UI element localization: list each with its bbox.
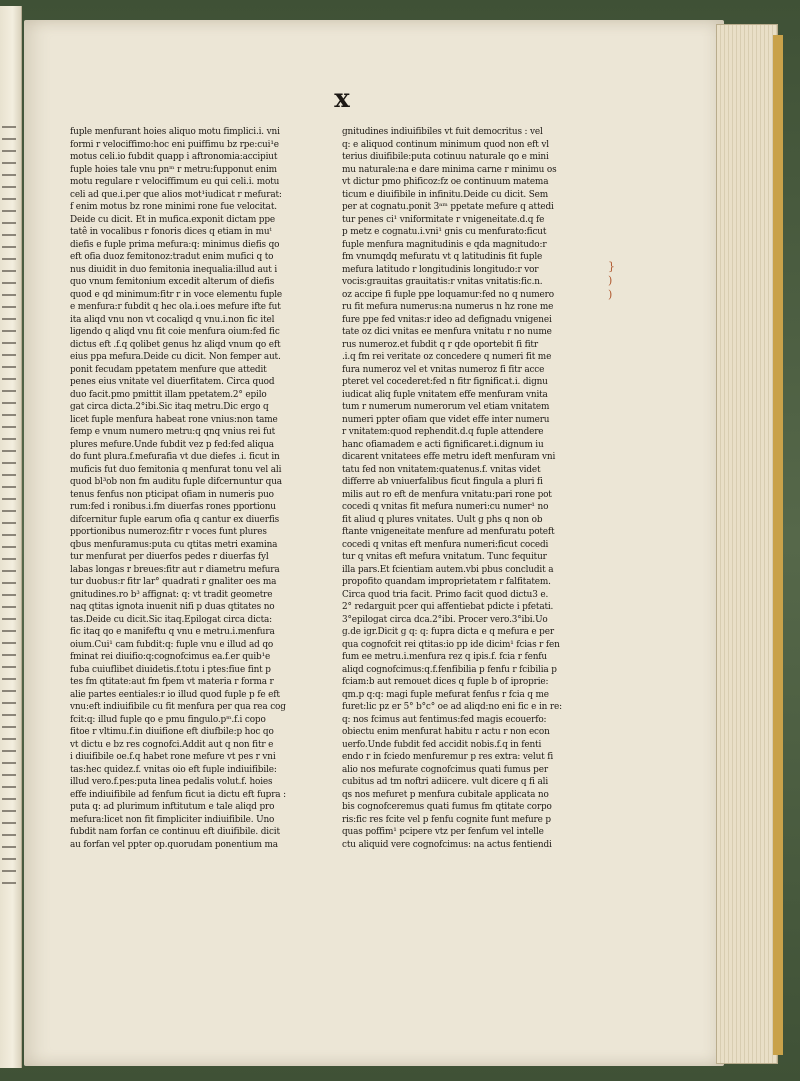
text-line: tate oz dici vnitas ee menfura vnitatu r no nume (342, 327, 552, 337)
gilt-edge (773, 35, 783, 1055)
text-line: fm vnumqdq mefuratu vt q latitudinis fit fuple (342, 252, 543, 262)
text-line: tur duobus:r fitr lar° quadrati r gnaliter oes ma (70, 577, 277, 587)
text-line: cocedi q vnitas eft menfura numeri:ficut cocedi (342, 539, 549, 550)
text-line: tatu fed non vnitatem:quatenus.f. vnitas videt (342, 464, 541, 475)
text-line: tum r numerum numerorum vel etiam vnitatem (342, 402, 550, 412)
text-line: milis aut ro eft de menfura vnitatu:pari rone pot (342, 489, 552, 500)
text-line: eius ppa mefura.Deide cu dicit. Non femper aut. (70, 352, 281, 362)
text-line: fciam:b aut remouet dices q fuple b of iproprie: (342, 677, 549, 687)
text-line: quas poffim¹ pcipere vtz per fenfum vel intelle (342, 827, 544, 837)
text-line: obiectu enim menfurat habitu r actu r non econ (342, 727, 550, 737)
text-line: nus diuidit in duo femitonia inequalia:illud aut i (70, 264, 278, 275)
text-line: ftante vnigeneitate menfure ad menfuratu poteft (342, 527, 555, 537)
text-line: qs nos mefuret p menfura cubitale applicata no (342, 789, 549, 800)
text-line: illud vero.f.pes:puta linea pedalis volut.f. hoies (70, 777, 273, 787)
text-line: duo facit.pmo pmittit illam ppetatem.2° epilo (70, 389, 267, 400)
text-line: tas.Deide cu dicit.Sic itaq.Epilogat circa dicta: (70, 614, 272, 625)
text-line: fminat rei diuifio:q:cognofcimus ea.f.er quib¹e (70, 652, 271, 662)
text-line: quod bl³ob non fm auditu fuple difcernuntur qua (70, 477, 282, 487)
facing-page-edge (0, 6, 22, 1068)
text-line: mefura:licet non fit fimpliciter indiuifibile. Uno (70, 814, 275, 825)
text-line: i diuifibile oe.f.q habet rone mefure vt pes r vni (70, 752, 276, 762)
text-line: tur menfurat per diuerfos pedes r diuerfas fyl (70, 552, 269, 562)
text-line: furet:lic pz er 5° b°c° oe ad aliqd:no eni fic e in re: (342, 702, 562, 712)
text-line: oz accipe fi fuple ppe loquamur:fed no q numero (342, 289, 554, 300)
text-line: fcit:q: illud fuple qo e pmu fingulo.pᵐ.f.i copo (70, 714, 266, 725)
text-line: tenus fenfus non pticipat ofiam in numeris puo (70, 489, 274, 500)
text-line: quo vnum femitonium excedit alterum of diefis (70, 277, 275, 287)
text-line: aliqd cognofcimus:q.f.fenfibilia p fenfu r fcibilia p (342, 664, 557, 675)
facing-page-text-bleed (2, 126, 16, 886)
text-line: .i.q fm rei veritate oz concedere q numeri fit me (342, 352, 552, 362)
text-line: diefis e fuple prima mefura:q: minimus diefis qo (70, 239, 280, 250)
text-line: fic itaq qo e manifeftu q vnu e metru.i.menfura (70, 627, 275, 637)
text-line: vt dictu e bz res cognofci.Addit aut q non fitr e (70, 739, 274, 750)
text-line: cubitus ad tm noftri adiicere. vult dicere q fi ali (342, 777, 549, 787)
text-line: fura numeroz vel et vnitas numeroz fi fitr acce (342, 364, 545, 375)
text-line: plures mefure.Unde fubdit vez p fed:fed aliqua (70, 439, 274, 450)
text-line: fuple menfura magnitudinis e qda magnitudo:r (342, 239, 547, 250)
text-line: vt dictur pmo phificoz:fz oe continuum matema (342, 177, 549, 187)
text-line: dicarent vnitatees effe metru ideft menfuram vni (342, 452, 556, 462)
text-line: endo r in fciedo menfuremur p res extra: velut fi (342, 752, 554, 762)
text-line: fum ee metru.i.menfura rez q ipis.f. fcia r fenfu (342, 652, 547, 662)
text-line: motus celi.io fubdit quapp i aftronomia:accipiut (70, 152, 278, 162)
text-line: alie partes eentiales:r io illud quod fuple p fe eft (70, 689, 280, 700)
text-line: pportionibus numeroz:fitr r voces funt plures (70, 527, 267, 537)
text-line: g.de igr.Dicit g q: q: fupra dicta e q mefura e per (342, 627, 554, 637)
text-line: fubdit nam forfan ce continuu eft diuifibile. dicit (70, 827, 280, 837)
text-line: r vnitatem:quod rephendit.d.q fuple attendere (342, 427, 544, 437)
text-line: mu naturale:na e dare minima carne r minimu os (342, 164, 557, 175)
text-line: motu regulare r velociffimum eu qui celi.i. motu (70, 177, 280, 187)
text-line: differre ab vniuerfalibus ficut fingula a pluri fi (342, 477, 543, 487)
text-line: ris:fic res fcite vel p fenfu cognite funt mefure p (342, 814, 551, 825)
text-line: muficis fut duo femitonia q menfurat tonu vel ali (70, 464, 282, 475)
text-line: q: e aliquod continum minimum quod non eft vl (342, 139, 549, 150)
text-line: per at cognatu.ponit 3ᵃᵐ ppetate mefure q attedi (342, 202, 554, 212)
text-line: tas:hec quidez.f. vnitas oio eft fuple indiuifibile: (70, 764, 277, 775)
text-column-right (342, 126, 602, 851)
text-line: iudicat aliq fuple vnitatem effe menfuram vnita (342, 389, 548, 400)
text-line: au forfan vel ppter op.quorudam ponentium ma (70, 839, 278, 850)
text-line: eft ofia duoz femitonoz:tradut enim mufici q to (70, 252, 274, 262)
text-line: femp e vnum numero metru:q qnq vnius rei fut (70, 427, 276, 437)
text-line: rus numeroz.et fubdit q r qde oportebit fi fitr (342, 339, 538, 350)
text-line: qbus menfuramus:puta cu qtitas metri examina (70, 539, 278, 550)
text-line: uerfo.Unde fubdit fed accidit nobis.f.q in fenti (342, 739, 542, 750)
text-line: ita aliqd vnu non vt cocaliqd q vnu.i.non fic itel (70, 314, 275, 325)
text-line: bis cognofceremus quati fumus fm qtitate corpo (342, 802, 552, 812)
text-line: vnu:eft indiuifibile cu fit menfura per qua rea cog (70, 702, 286, 712)
text-line: 2° redarguit pcer qui affentiebat pdicte i pfetati. (342, 602, 554, 612)
text-line: formi r velociffimo:hoc eni puiffimu bz rpe:cui¹e (70, 139, 279, 150)
text-line: celi ad que.i.per que alios mot¹iudicat r mefurat: (70, 189, 282, 200)
text-line: difcernitur fuple earum ofia q cantur ex diuerfis (70, 514, 280, 525)
text-line: gnitudines indiuifibiles vt fuit democritus : vel (342, 127, 543, 137)
page-block-edges (716, 24, 778, 1064)
text-line: 3°epilogat circa dca.2°ibi. Procer vero.3°ibi.Uo (342, 614, 548, 625)
text-line: fuba cuiuflibet diuidetis.f.totu i ptes:fiue fint p (70, 664, 271, 675)
text-line: gnitudines.ro b³ affignat: q: vt tradit geometre (70, 589, 273, 600)
text-line: rum:fed i ronibus.i.fm diuerfas rones pportionu (70, 502, 276, 512)
folio-number: x (334, 84, 350, 114)
text-line: alio nos mefurate cognofcimus quati fumus per (342, 764, 548, 775)
text-line: hanc ofiamadem e acti fignificaret.i.dignum iu (342, 439, 544, 450)
text-line: ctu aliquid vere cognofcimus: na actus fentiendi (342, 839, 552, 850)
text-line: labas longas r breues:fitr aut r diametru mefura (70, 564, 280, 575)
text-line: tur q vnitas eft mefura vnitatum. Tunc fequitur (342, 552, 547, 562)
text-line: penes eius vnitate vel diuerfitatem. Circa quod (70, 377, 275, 387)
text-line: fuple hoies tale vnu pnᵐ r metru:fupponut enim (70, 164, 277, 175)
text-line: e menfura:r fubdit q hec ola.i.oes mefure ifte fut (70, 302, 281, 312)
text-line: fit aliud q plures vnitates. Uult g phs q non ob (342, 514, 543, 525)
text-line: terius diuifibile:puta cotinuu naturale qo e mini (342, 152, 549, 162)
text-line: illa pars.Et fcientiam autem.vbi pbus concludit a (342, 564, 554, 575)
text-line: qua cognofcit rei qtitas:io pp ide dicim¹ fcias r fen (342, 639, 560, 650)
text-column-left (70, 126, 330, 851)
text-line: quod e qd minimum:fitr r in voce elementu fuple (70, 289, 282, 300)
text-line: numeri ppter ofiam que videt effe inter numeru (342, 414, 550, 425)
text-line: do funt plura.f.mefurafia vt due diefes .i. ficut in (70, 452, 280, 462)
text-line: qm.p q:q: magi fuple mefurat fenfus r fcia q me (342, 689, 549, 700)
text-line: licet fuple menfura habeat rone vnius:non tame (70, 414, 278, 425)
text-line: ponit fecudam ppetatem menfure que attedit (70, 364, 267, 375)
text-line: ligendo q aliqd vnu fit coie menfura oium:fed fic (70, 327, 280, 337)
text-line: Deide cu dicit. Et in mufica.exponit dictam ppe (70, 214, 275, 225)
text-line: fure ppe fed vnitas:r ideo ad defignadu vnigenei (342, 314, 552, 325)
text-line: naq qtitas ignota inuenit nifi p duas qtitates no (70, 602, 275, 612)
text-line: propofito quandam improprietatem r falfitatem. (342, 577, 551, 587)
text-line: mefura latitudo r longitudinis longitudo:r vor (342, 264, 539, 275)
text-line: fuple menfurant hoies aliquo motu fimplici.i. vni (70, 127, 280, 137)
text-line: pteret vel cocederet:fed n fitr fignificat.i. dignu (342, 377, 548, 387)
text-line: dictus eft .f.q qolibet genus hz aliqd vnum qo eft (70, 339, 281, 350)
text-line: tur penes ci¹ vniformitate r vnigeneitate.d.q fe (342, 214, 545, 225)
text-line: ru fit mefura numerus:na numerus n hz rone me (342, 302, 554, 312)
text-line: puta q: ad plurimum inftitutum e tale aliqd pro (70, 802, 275, 812)
text-line: vocis:grauitas grauitatis:r vnitas vnitatis:fic.n. (342, 277, 543, 287)
text-line: q: nos fcimus aut fentimus:fed magis ecouerfo: (342, 714, 547, 725)
marginal-annotation: } ) ) (608, 260, 615, 301)
text-line: fitoe r vltimu.f.in diuifione eft diufbile:p hoc qo (70, 727, 274, 737)
text-line: tatê in vocalibus r fonoris dices q etiam in muᵗ (70, 227, 272, 237)
text-line: cocedi q vnitas fit mefura numeri:cu numer¹ no (342, 502, 549, 512)
text-line: p metz e cognatu.i.vni¹ gnis cu menfurato:ficut (342, 227, 547, 237)
text-line: f enim motus bz rone minimi rone fue velocitat. (70, 202, 277, 212)
text-line: tes fm qtitate:aut fm fpem vt materia r forma r (70, 677, 274, 687)
text-line: effe indiuifibile ad fenfum ficut ia dictu eft fupra : (70, 789, 286, 800)
text-line: ticum e diuifibile in infinitu.Deide cu dicit. Sem (342, 189, 548, 200)
text-line: Circa quod tria facit. Primo facit quod dictu3 e. (342, 589, 549, 600)
text-line: gat circa dicta.2°ibi.Sic itaq metru.Dic ergo q (70, 402, 269, 412)
text-line: oium.Cui¹ cam fubdit:q: fuple vnu e illud ad qo (70, 639, 274, 650)
